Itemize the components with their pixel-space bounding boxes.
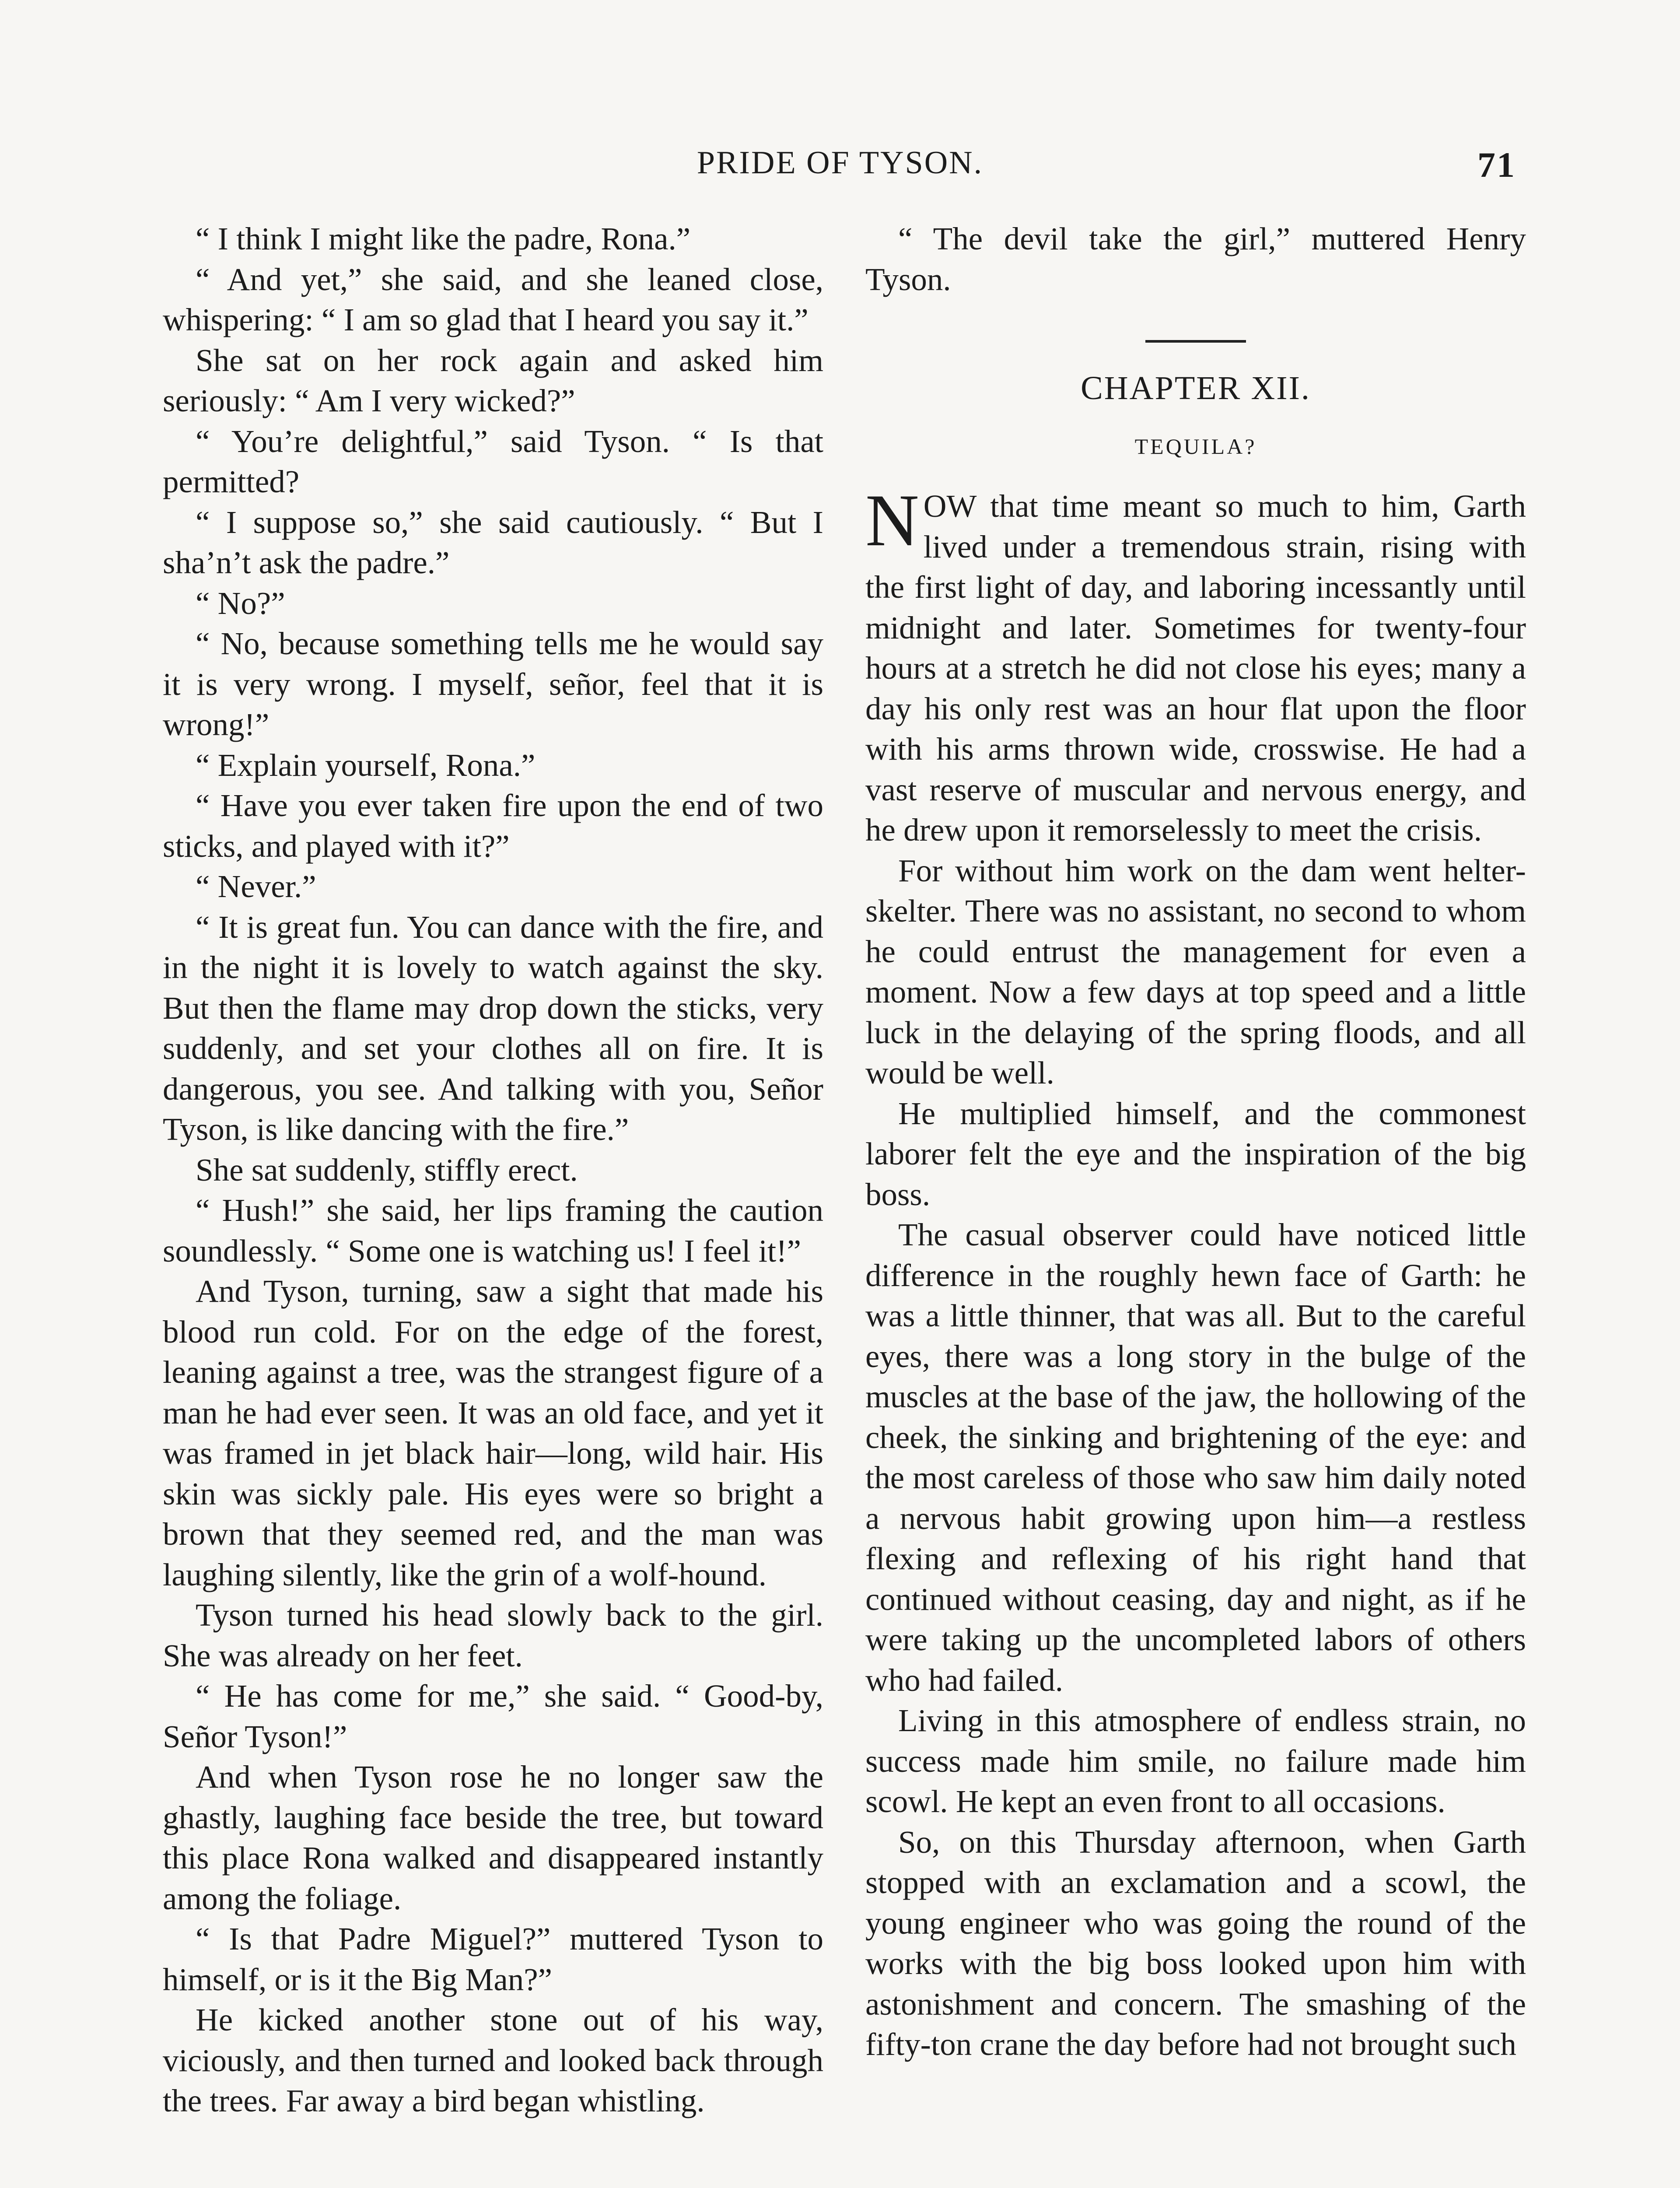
paragraph: “ You’re delightful,” said Tyson. “ Is that permitted? (163, 423, 823, 499)
running-title: PRIDE OF TYSON. (696, 145, 984, 181)
paragraph: “ It is great fun. You can dance with the fire, and in the night it is lovely to watch against the sky. But then the flame may drop down the sticks, very suddenly, and set your clothes all on fire. It is dangerous, you see. And talking with you, Señor Tyson, is like dancing with the fire.” (163, 909, 823, 1147)
paragraph: “ No, because something tells me he would say it is very wrong. I myself, señor, feel that it is wrong!” (163, 626, 823, 742)
paragraph: “ Never.” (196, 869, 316, 904)
drop-cap: N (865, 479, 919, 561)
paragraph: “ Is that Padre Miguel?” muttered Tyson to himself, or is it the Big Man?” (163, 1921, 823, 1997)
paragraph: “ Explain yourself, Rona.” (196, 747, 536, 783)
left-column (163, 219, 823, 2121)
paragraph: She sat on her rock again and asked him seriously: “ Am I very wicked?” (163, 342, 823, 418)
section-divider (1145, 340, 1246, 343)
paragraph: “ He has come for me,” she said. “ Good-by, Señor Tyson!” (163, 1678, 823, 1754)
paragraph: She sat suddenly, stiffly erect. (196, 1152, 578, 1188)
paragraph: And when Tyson rose he no longer saw the ghastly, laughing face beside the tree, but toward this place Rona walked and disappeared instantly among the foliage. (163, 1759, 823, 1916)
paragraph: Tyson turned his head slowly back to the girl. She was already on her feet. (163, 1597, 823, 1673)
paragraph: So, on this Thursday afternoon, when Garth stopped with an exclamation and a scowl, the young engineer who was going the round of the works with the big boss looked upon him with astonishment and concern. The smashing of the fifty-ton crane the day before had not brought such (865, 1824, 1526, 2062)
chapter-subtitle: TEQUILA? (1134, 434, 1257, 459)
chapter-title: CHAPTER XII. (1081, 370, 1311, 407)
paragraph: “ I suppose so,” she said cautiously. “ But I sha’n’t ask the padre.” (163, 504, 823, 580)
paragraph: “ I think I might like the padre, Rona.” (196, 221, 691, 256)
chapter-opening-paragraph (865, 479, 1526, 851)
right-column (865, 219, 1526, 2065)
running-head (0, 144, 1680, 188)
paragraph: “ The devil take the girl,” muttered Henry Tyson. (865, 221, 1526, 297)
page-number: 71 (1477, 145, 1516, 185)
paragraph-text: OW that time meant so much to him, Garth lived under a tremendous strain, rising with the first light of day, and laboring incessantly until midnight and later. Sometimes for twenty-four hours at a stretch he did not close his eyes; many a day his only rest was an hour flat upon the floor with his arms thrown wide, crosswise. He had a vast reserve of muscular and nervous energy, and he drew upon it remorselessly to meet the crisis. (865, 488, 1526, 848)
paragraph: Living in this atmosphere of endless strain, no success made him smile, no failure made him scowl. He kept an even front to all occasions. (865, 1703, 1526, 1819)
paragraph: The casual observer could have noticed little difference in the roughly hewn face of Garth: he was a little thinner, that was all. But to the careful eyes, there was a long story in the bulge of the muscles at the base of the jaw, the hollowing of the cheek, the sinking and brightening of the eye: and the most careless of those who saw him daily noted a nervous habit growing upon him—a restless flexing and reflexing of his right hand that continued without ceasing, day and night, as if he were taking up the uncompleted labors of others who had failed. (865, 1217, 1526, 1698)
paragraph: He multiplied himself, and the commonest laborer felt the eye and the inspiration of the big boss. (865, 1095, 1526, 1212)
paragraph: “ No?” (196, 585, 285, 621)
paragraph: He kicked another stone out of his way, viciously, and then turned and looked back through the trees. Far away a bird began whistling. (163, 2002, 823, 2118)
paragraph: “ Hush!” she said, her lips framing the caution soundlessly. “ Some one is watching us! I feel it!” (163, 1192, 823, 1269)
paragraph: And Tyson, turning, saw a sight that made his blood run cold. For on the edge of the forest, leaning against a tree, was the strangest figure of a man he had ever seen. It was an old face, and yet it was framed in jet black hair—long, wild hair. His skin was sickly pale. His eyes were so bright a brown that they seemed red, and the man was laughing silently, like the grin of a wolf-hound. (163, 1273, 823, 1592)
paragraph: “ Have you ever taken fire upon the end of two sticks, and played with it?” (163, 788, 823, 864)
paragraph: For without him work on the dam went helter-skelter. There was no assistant, no second to whom he could entrust the management for even a moment. Now a few days at top speed and a little luck in the delaying of the spring floods, and all would be well. (865, 852, 1526, 1090)
paragraph: “ And yet,” she said, and she leaned close, whispering: “ I am so glad that I heard you say it.” (163, 261, 823, 337)
